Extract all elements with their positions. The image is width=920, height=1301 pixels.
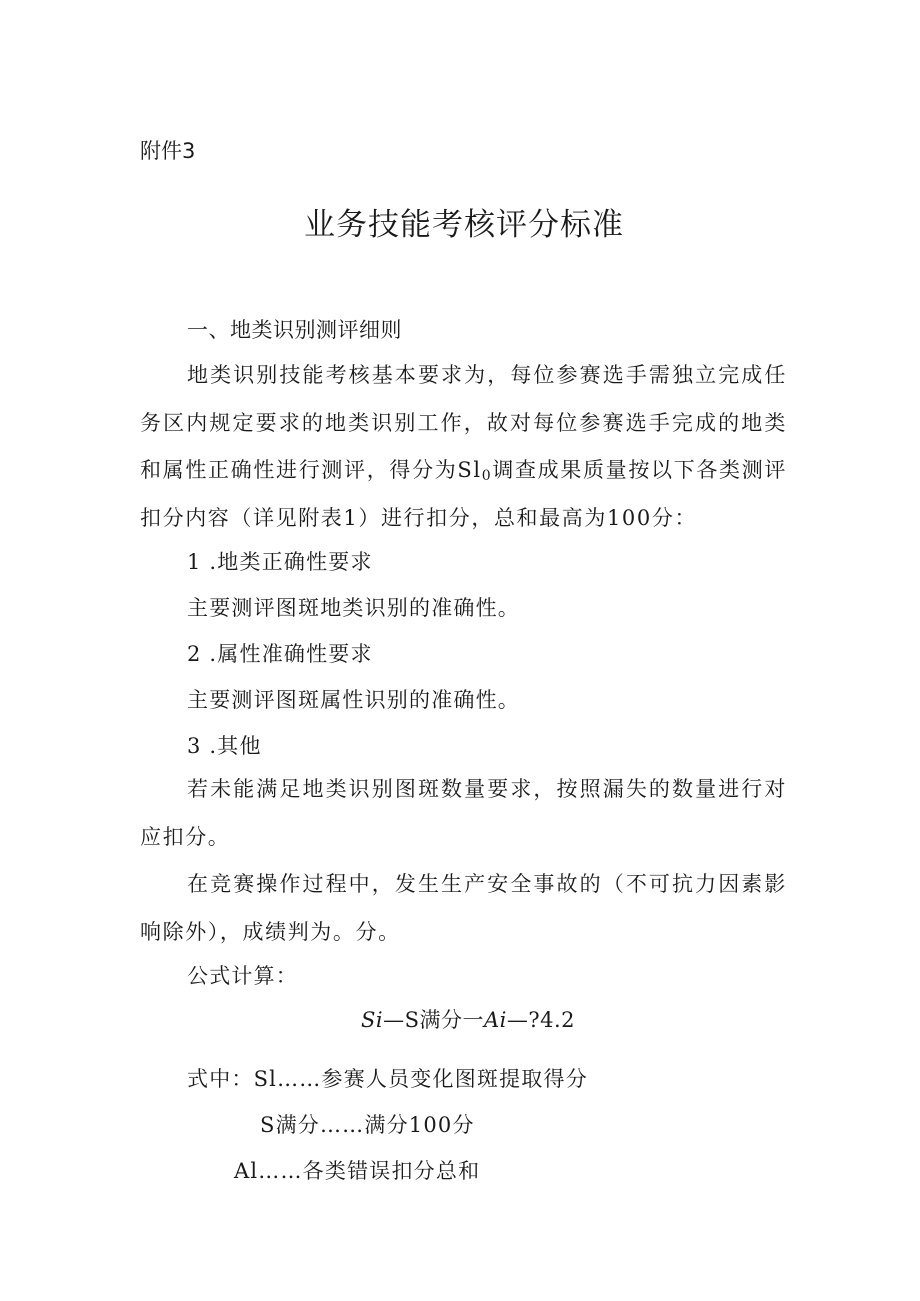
formula-part4: —?4.2 <box>506 1008 576 1032</box>
item3-title: 3 .其他 <box>187 734 262 758</box>
item3-description: 若未能满足地类识别图斑数量要求，按照漏失的数量进行对应扣分。 <box>140 777 787 849</box>
formula-part1: Si <box>360 1008 384 1032</box>
item2-title: 2 .属性准确性要求 <box>187 642 373 666</box>
item1-title: 1 .地类正确性要求 <box>187 550 373 574</box>
formula-part3: Ai <box>483 1008 507 1032</box>
intro-subscript: 0 <box>481 468 493 484</box>
section-heading: 一、地类识别测评细则 <box>187 318 402 342</box>
item1-description: 主要测评图斑地类识别的准确性。 <box>187 596 520 620</box>
intro-text-part1: 地类识别技能考核基本要求为，每位参赛选手需独立完成任务区内规定要求的地类识别工作，故对每位参赛选手完成的地类和属性正确性进行测评，得分为Sl <box>140 363 787 482</box>
item2-description: 主要测评图斑属性识别的准确性。 <box>187 688 520 712</box>
formula-part2: —S满分一 <box>383 1008 484 1032</box>
formula-legend-2: S满分……满分100分 <box>260 1113 475 1137</box>
safety-paragraph: 在竞赛操作过程中，发生生产安全事故的（不可抗力因素影响除外），成绩判为。分。 <box>140 872 787 944</box>
intro-paragraph <box>140 352 787 542</box>
formula <box>0 1006 920 1034</box>
formula-legend-3: Al……各类错误扣分总和 <box>234 1159 481 1183</box>
formula-label: 公式计算： <box>187 964 298 988</box>
document-title: 业务技能考核评分标准 <box>304 207 624 243</box>
intro-text-part2: 调查成果质量按以下各类测评扣分内容（详见附表1）进行扣分，总和最高为100分： <box>140 458 787 530</box>
formula-legend-1: 式中：Sl……参赛人员变化图斑提取得分 <box>187 1067 588 1091</box>
attachment-label: 附件3 <box>140 139 196 163</box>
